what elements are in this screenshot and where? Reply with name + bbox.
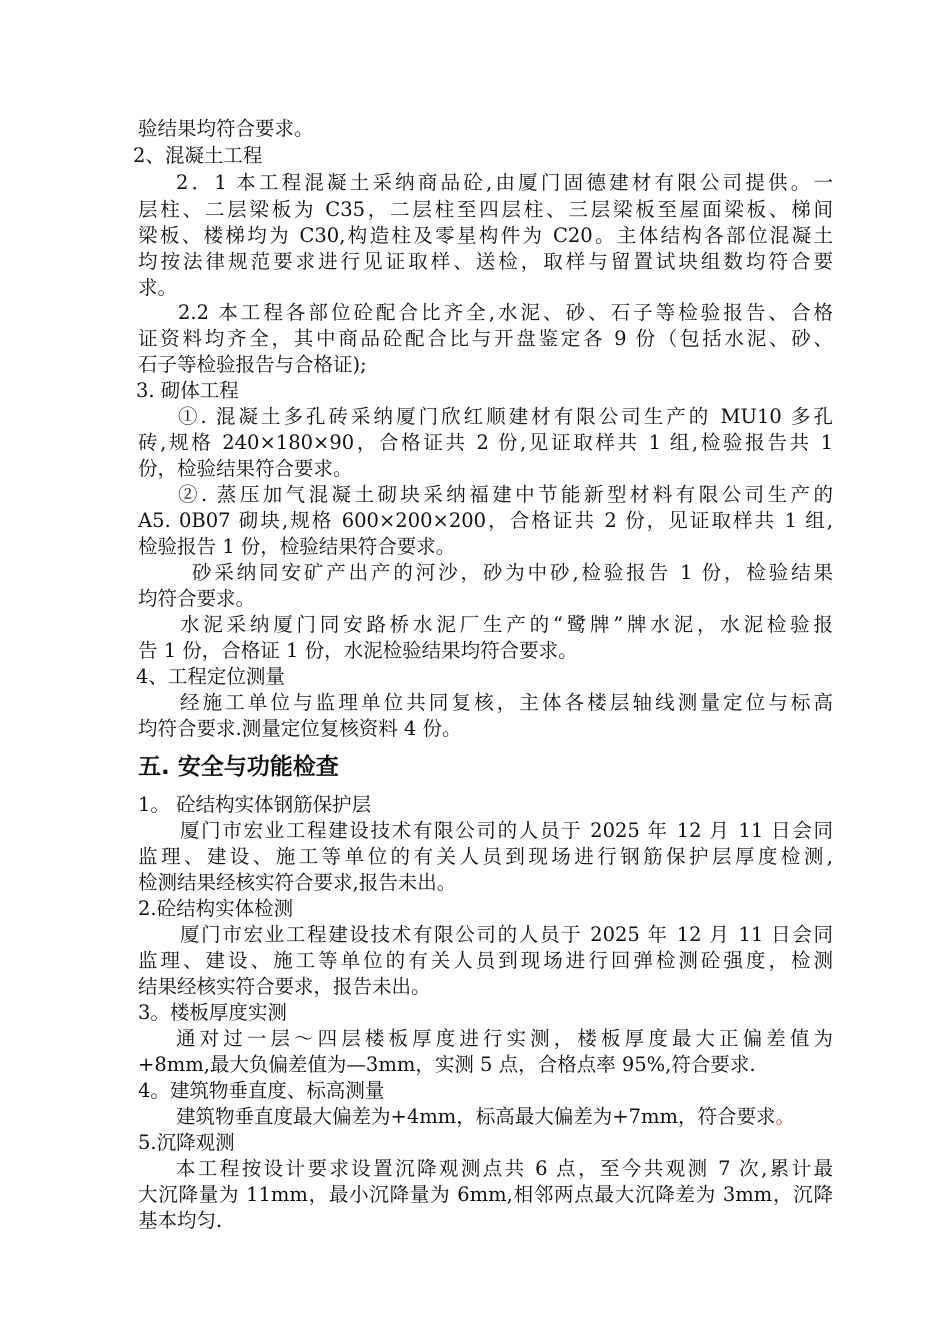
text-line: 验结果均符合要求。 [138,117,314,140]
text-line: 梁板、楼梯均为 C30,构造柱及零星构件为 C20。主体结构各部位混凝土 [138,224,833,247]
text-line: 大沉降量为 11mm，最小沉降量为 6mm,相邻两点最大沉降差为 3mm，沉降 [138,1183,833,1206]
text-line: 厦门市宏业工程建设技术有限公司的人员于 2025 年 12 月 11 日会同 [180,819,833,842]
text-line: 层柱、二层梁板为 C35，二层柱至四层柱、三层梁板至屋面梁板、梯间 [138,198,833,221]
text-line: 厦门市宏业工程建设技术有限公司的人员于 2025 年 12 月 11 日会同 [180,923,833,946]
text-line: 结果经核实符合要求，报告未出。 [138,975,431,998]
text-line: 石子等检验报告与合格证); [138,353,367,376]
section-title: 五. 安全与功能检查 [138,754,339,780]
text-line: 经施工单位与监理单位共同复核，主体各楼层轴线测量定位与标高 [180,691,833,714]
heading-settlement: 5.沉降观测 [138,1131,235,1154]
heading-positioning: 4、工程定位测量 [136,665,285,688]
text-line: 均符合要求。 [138,587,256,610]
text-line: 均符合要求.测量定位复核资料 4 份。 [138,717,462,740]
red-period: 。 [775,1105,795,1128]
text-line: 均按法律规范要求进行见证取样、送检，取样与留置试块组数均符合要 [138,250,833,273]
text-line: 砂采纳同安矿产出产的河沙，砂为中砂,检验报告 1 份，检验结果 [192,561,833,584]
text-span: 建筑物垂直度最大偏差为+4mm，标高最大偏差为+7mm，符合要求 [176,1105,776,1128]
text-line: 求。 [138,276,178,299]
text-line: 砖,规格 240×180×90，合格证共 2 份,见证取样共 1 组,检验报告共 1 [138,431,833,454]
text-line: 2.2 本工程各部位砼配合比齐全,水泥、砂、石子等检验报告、合格 [178,301,833,324]
text-line: 本工程按设计要求设置沉降观测点共 6 点，至今共观测 7 次,累计最 [176,1157,833,1180]
text-line: 检测结果经核实符合要求,报告未出。 [138,871,457,894]
text-line: 检验报告 1 份，检验结果符合要求。 [138,535,456,558]
heading-masonry: 3. 砌体工程 [136,379,239,402]
text-line: 通对过一层～四层楼板厚度进行实测，楼板厚度最大正偏差值为 [176,1027,833,1050]
text-line: 告 1 份，合格证 1 份，水泥检验结果均符合要求。 [138,639,578,662]
heading-structure-test: 2.砼结构实体检测 [138,897,294,920]
text-line: +8mm,最大负偏差值为—3mm，实测 5 点，合格点率 95%,符合要求. [138,1053,756,1076]
heading-verticality: 4。建筑物垂直度、标高测量 [138,1079,385,1102]
text-line: 监理、建设、施工等单位的有关人员到现场进行钢筋保护层厚度检测, [138,845,833,868]
text-line: ②. 蒸压加气混凝土砌块采纳福建中节能新型材料有限公司生产的 [178,483,833,506]
text-line: 监理、建设、施工等单位的有关人员到现场进行回弹检测砼强度，检测 [138,949,833,972]
text-line: 证资料均齐全，其中商品砼配合比与开盘鉴定各 9 份（包括水泥、砂、 [138,327,833,350]
heading-concrete: 2、混凝土工程 [133,144,263,167]
text-line: 份，检验结果符合要求。 [138,457,353,480]
text-line [176,1104,795,1130]
text-line: ①. 混凝土多孔砖采纳厦门欣红顺建材有限公司生产的 MU10 多孔 [178,405,833,428]
text-line: 基本均匀. [138,1209,223,1232]
heading-rebar-cover: 1。 砼结构实体钢筋保护层 [138,793,372,816]
heading-slab-thickness: 3。楼板厚度实测 [138,1001,287,1024]
text-line: 2．1 本工程混凝土采纳商品砼,由厦门固德建材有限公司提供。一 [176,171,833,194]
text-line: A5. 0B07 砌块,规格 600×200×200，合格证共 2 份，见证取样共 1 组, [138,509,833,532]
text-line: 水泥采纳厦门同安路桥水泥厂生产的“鹭牌”牌水泥，水泥检验报 [180,613,833,636]
